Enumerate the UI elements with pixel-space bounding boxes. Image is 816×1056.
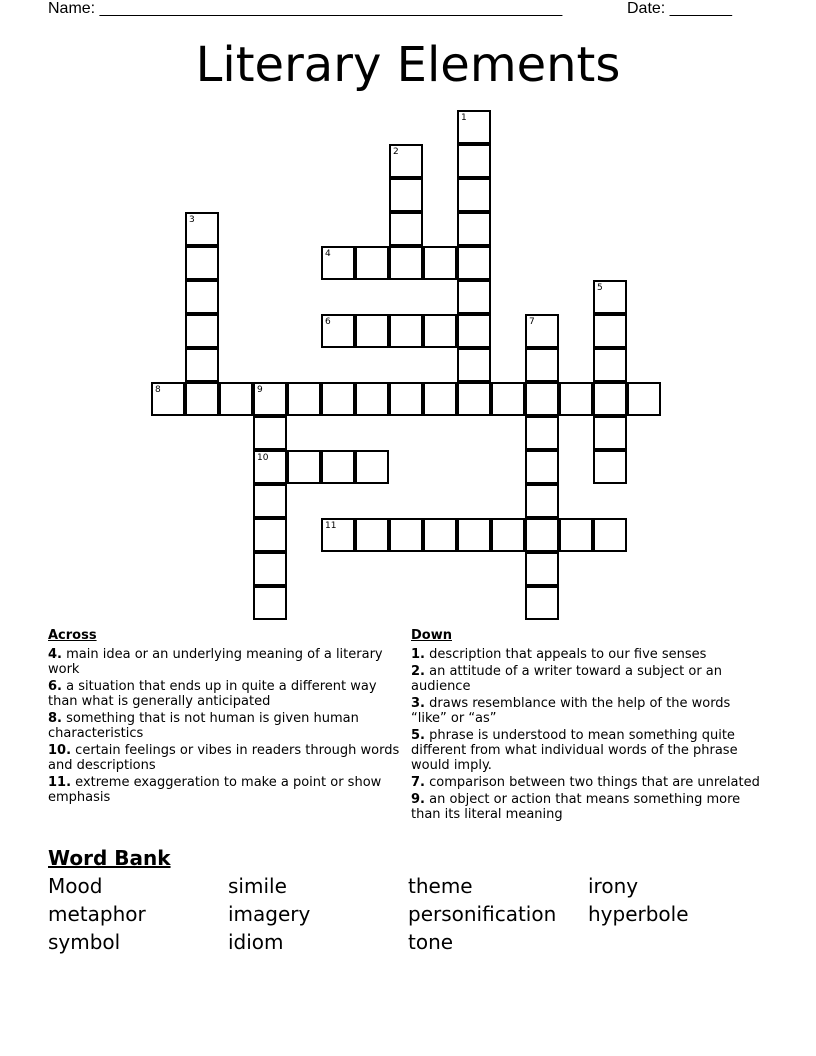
grid-cell[interactable]: [253, 586, 287, 620]
grid-cell[interactable]: [185, 212, 219, 246]
clue-across-4: 4. main idea or an underlying meaning of a literary work: [48, 647, 383, 677]
clue-number: 3: [189, 215, 195, 225]
grid-cell[interactable]: [185, 382, 219, 416]
grid-cell[interactable]: [627, 382, 661, 416]
grid-cell[interactable]: [355, 246, 389, 280]
clue-number: 5: [597, 283, 603, 293]
clue-number: 2: [393, 147, 399, 157]
grid-cell[interactable]: [457, 212, 491, 246]
grid-cell[interactable]: [457, 280, 491, 314]
down-heading: Down: [411, 628, 452, 643]
grid-cell[interactable]: [491, 382, 525, 416]
word-bank-item: Mood: [48, 874, 103, 898]
grid-cell[interactable]: [287, 450, 321, 484]
clue-number: 6: [325, 317, 331, 327]
grid-cell[interactable]: [355, 314, 389, 348]
clue-across-8: 8. something that is not human is given human characteristics: [48, 711, 359, 741]
grid-cell[interactable]: [389, 178, 423, 212]
grid-cell[interactable]: [593, 314, 627, 348]
grid-cell[interactable]: [457, 348, 491, 382]
word-bank-item: imagery: [228, 902, 311, 926]
grid-cell[interactable]: [525, 484, 559, 518]
grid-cell[interactable]: [593, 416, 627, 450]
grid-cell[interactable]: [491, 518, 525, 552]
grid-cell[interactable]: [253, 382, 287, 416]
clue-down-2: 2. an attitude of a writer toward a subject or an audience: [411, 664, 723, 694]
grid-cell[interactable]: [185, 246, 219, 280]
grid-cell[interactable]: [457, 178, 491, 212]
clue-down-7: 7. comparison between two things that are unrelated: [411, 775, 760, 790]
grid-cell[interactable]: [389, 144, 423, 178]
clue-across-11: 11. extreme exaggeration to make a point or show emphasis: [48, 775, 382, 805]
grid-cell[interactable]: [355, 382, 389, 416]
word-bank-item: tone: [408, 930, 454, 954]
word-bank-item: idiom: [228, 930, 284, 954]
grid-cell[interactable]: [525, 450, 559, 484]
grid-cell[interactable]: [525, 586, 559, 620]
clue-number: 11: [325, 521, 337, 531]
grid-cell[interactable]: [423, 382, 457, 416]
grid-cell[interactable]: [185, 314, 219, 348]
clue-down-3: 3. draws resemblance with the help of the words “like” or “as”: [411, 696, 731, 726]
grid-cell[interactable]: [593, 450, 627, 484]
grid-cell[interactable]: [423, 246, 457, 280]
grid-cell[interactable]: [321, 246, 355, 280]
grid-cell[interactable]: [423, 314, 457, 348]
word-bank-item: symbol: [48, 930, 121, 954]
down-clues: [411, 628, 766, 824]
grid-cell[interactable]: [457, 314, 491, 348]
grid-cell[interactable]: [525, 552, 559, 586]
grid-cell[interactable]: [389, 212, 423, 246]
word-bank-item: simile: [228, 874, 287, 898]
grid-cell[interactable]: [525, 348, 559, 382]
grid-cell[interactable]: [559, 382, 593, 416]
clue-down-9: 9. an object or action that means something more than its literal meaning: [411, 792, 741, 822]
clue-across-6: 6. a situation that ends up in quite a different way than what is generally anticipated: [48, 679, 377, 709]
grid-cell[interactable]: [593, 348, 627, 382]
grid-cell[interactable]: [525, 382, 559, 416]
across-clues: [48, 628, 400, 807]
grid-cell[interactable]: [253, 416, 287, 450]
word-bank-item: metaphor: [48, 902, 146, 926]
grid-cell[interactable]: [253, 518, 287, 552]
grid-cell[interactable]: [389, 518, 423, 552]
word-bank: [48, 873, 768, 955]
grid-cell[interactable]: [219, 382, 253, 416]
page-title: Literary Elements: [195, 37, 621, 93]
grid-cell[interactable]: [253, 484, 287, 518]
word-bank-item: theme: [408, 874, 473, 898]
grid-cell[interactable]: [287, 382, 321, 416]
name-field-label: Name: ____________________________________________________: [48, 0, 563, 17]
grid-cell[interactable]: [321, 314, 355, 348]
clue-across-10: 10. certain feelings or vibes in readers through words and descriptions: [48, 743, 400, 773]
clue-down-1: 1. description that appeals to our five senses: [411, 647, 707, 662]
word-bank-item: hyperbole: [588, 902, 689, 926]
grid-cell[interactable]: [593, 382, 627, 416]
grid-cell[interactable]: [423, 518, 457, 552]
grid-cell[interactable]: [457, 382, 491, 416]
clue-number: 9: [257, 385, 263, 395]
grid-cell[interactable]: [253, 552, 287, 586]
across-heading: Across: [48, 628, 97, 643]
word-bank-title: Word Bank: [48, 846, 171, 870]
clue-down-5: 5. phrase is understood to mean something quite different from what individual words of the phrase would imply.: [411, 728, 738, 773]
clue-number: 8: [155, 385, 161, 395]
clue-number: 4: [325, 249, 331, 259]
date-field-label: Date: _______: [627, 0, 732, 17]
grid-cell[interactable]: [321, 450, 355, 484]
grid-cell[interactable]: [185, 280, 219, 314]
grid-cell[interactable]: [253, 450, 287, 484]
clue-number: 7: [529, 317, 535, 327]
grid-cell[interactable]: [389, 382, 423, 416]
grid-cell[interactable]: [355, 450, 389, 484]
grid-cell[interactable]: [389, 314, 423, 348]
word-bank-item: personification: [408, 902, 557, 926]
grid-cell[interactable]: [457, 518, 491, 552]
grid-cell[interactable]: [559, 518, 593, 552]
grid-cell[interactable]: [355, 518, 389, 552]
grid-cell[interactable]: [151, 382, 185, 416]
clue-number: 10: [257, 453, 269, 463]
grid-cell[interactable]: [525, 416, 559, 450]
grid-cell[interactable]: [593, 280, 627, 314]
clue-number: 1: [461, 113, 467, 123]
grid-cell[interactable]: [457, 110, 491, 144]
grid-cell[interactable]: [389, 246, 423, 280]
grid-cell[interactable]: [525, 518, 559, 552]
grid-cell[interactable]: [457, 144, 491, 178]
grid-cell[interactable]: [457, 246, 491, 280]
word-bank-item: irony: [588, 874, 639, 898]
grid-cell[interactable]: [593, 518, 627, 552]
grid-cell[interactable]: [321, 518, 355, 552]
grid-cell[interactable]: [321, 382, 355, 416]
grid-cell[interactable]: [525, 314, 559, 348]
grid-cell[interactable]: [185, 348, 219, 382]
